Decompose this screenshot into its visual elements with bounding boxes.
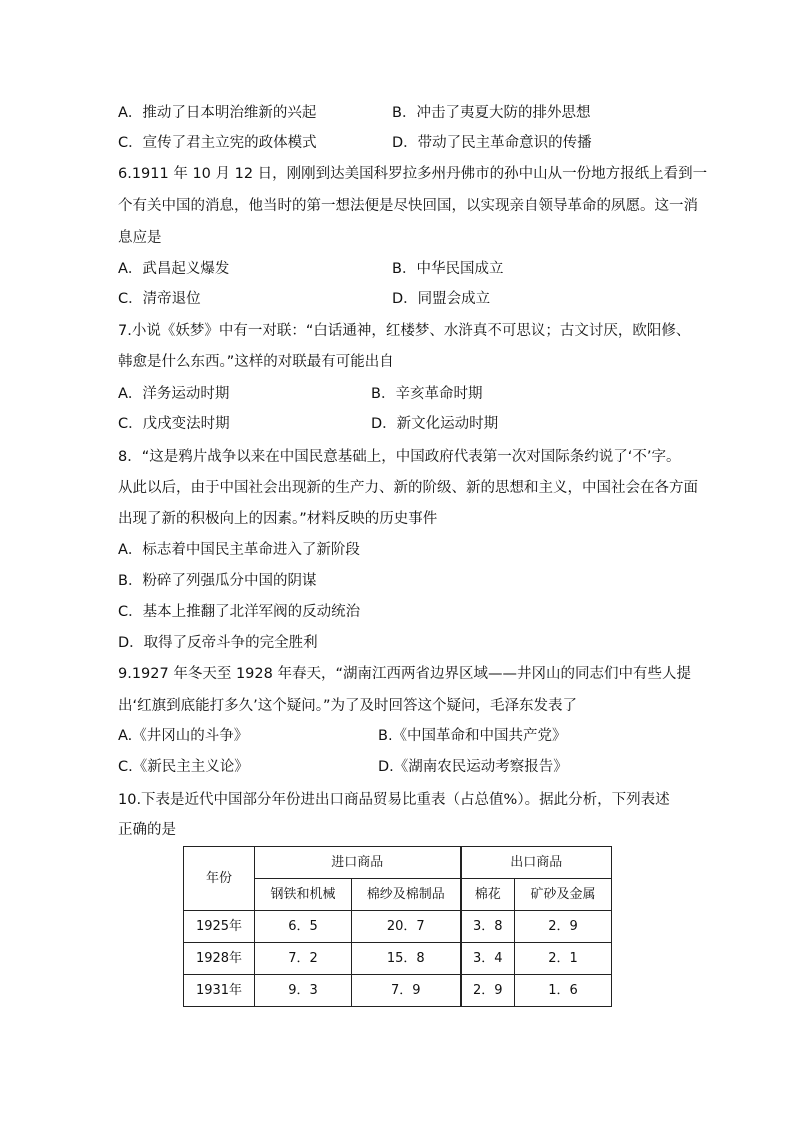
row-year: 1931年 [184, 975, 255, 1007]
cell-value: 2．1 [515, 943, 612, 975]
cell-value: 9．3 [255, 975, 352, 1007]
q5-option-b: B．冲击了夷夏大防的排外思想 [392, 105, 591, 121]
q6-option-d: D．同盟会成立 [392, 291, 491, 307]
import-header: 进口商品 [255, 847, 461, 879]
q8-option-b: B．粉碎了列强瓜分中国的阴谋 [118, 573, 317, 589]
q6-option-b: B．中华民国成立 [392, 261, 504, 277]
subheader-steel-machinery: 钢铁和机械 [255, 879, 352, 911]
q6-stem-line2: 个有关中国的消息，他当时的第一想法便是尽快回国，以实现亲自领导革命的夙愿。这一消 [118, 198, 698, 214]
q8-stem-line2: 从此以后，由于中国社会出现新的生产力、新的阶级、新的思想和主义，中国社会在各方面 [118, 480, 698, 496]
cell-value: 2．9 [515, 911, 612, 943]
q10-stem-line2: 正确的是 [118, 822, 176, 838]
q6-option-a: A．武昌起义爆发 [118, 261, 230, 277]
q9-option-b: B.《中国革命和中国共产党》 [378, 728, 567, 744]
q7-option-b: B．辛亥革命时期 [371, 386, 483, 402]
q8-option-d: D．取得了反帝斗争的完全胜利 [118, 635, 318, 651]
table-row [184, 911, 612, 943]
cell-value: 2．9 [461, 975, 515, 1007]
cell-value: 3．8 [461, 911, 515, 943]
subheader-ore-metals: 矿砂及金属 [515, 879, 612, 911]
q5-option-d: D．带动了民主革命意识的传播 [392, 135, 592, 151]
cell-value: 1．6 [515, 975, 612, 1007]
cell-value: 7．2 [255, 943, 352, 975]
trade-ratio-table [183, 846, 612, 1007]
q8-option-c: C．基本上推翻了北洋军阀的反动统治 [118, 604, 361, 620]
q8-stem-line3: 出现了新的积极向上的因素。”材料反映的历史事件 [118, 511, 438, 527]
export-header: 出口商品 [461, 847, 612, 879]
q6-stem-line3: 息应是 [118, 230, 162, 246]
q9-option-a: A.《井冈山的斗争》 [118, 728, 249, 744]
q7-stem-line1: 7.小说《妖梦》中有一对联：“白话通神，红楼梦、水浒真不可思议；古文讨厌，欧阳修、 [118, 323, 691, 339]
q7-option-a: A．洋务运动时期 [118, 386, 230, 402]
cell-value: 7．9 [352, 975, 461, 1007]
table-header-row [184, 847, 612, 879]
q10-stem-line1: 10.下表是近代中国部分年份进出口商品贸易比重表（占总值%）。据此分析，下列表述 [118, 792, 670, 808]
table-row [184, 943, 612, 975]
cell-value: 6．5 [255, 911, 352, 943]
q9-option-d: D.《湖南农民运动考察报告》 [378, 759, 568, 775]
q9-option-c: C.《新民主主义论》 [118, 759, 249, 775]
subheader-cotton: 棉花 [461, 879, 515, 911]
cell-value: 3．4 [461, 943, 515, 975]
q7-option-c: C．戊戌变法时期 [118, 416, 230, 432]
cell-value: 15．8 [352, 943, 461, 975]
q9-stem-line1: 9.1927 年冬天至 1928 年春天，“湖南江西两省边界区域——井冈山的同志们中有些人提 [118, 666, 691, 682]
row-year: 1928年 [184, 943, 255, 975]
q5-option-a: A．推动了日本明治维新的兴起 [118, 105, 317, 121]
table-row [184, 975, 612, 1007]
year-header: 年份 [184, 847, 255, 911]
row-year: 1925年 [184, 911, 255, 943]
q8-stem-line1: 8．“这是鸦片战争以来在中国民意基础上，中国政府代表第一次对国际条约说了‘不’字。 [118, 449, 681, 465]
q7-option-d: D．新文化运动时期 [371, 416, 499, 432]
q5-option-c: C．宣传了君主立宪的政体模式 [118, 135, 317, 151]
subheader-cotton-yarn-goods: 棉纱及棉制品 [352, 879, 461, 911]
q8-option-a: A．标志着中国民主革命进入了新阶段 [118, 542, 360, 558]
q6-option-c: C．清帝退位 [118, 291, 201, 307]
q6-stem-line1: 6.1911 年 10 月 12 日，刚刚到达美国科罗拉多州丹佛市的孙中山从一份地方报纸上看到一 [118, 166, 708, 182]
q7-stem-line2: 韩愈是什么东西。”这样的对联最有可能出自 [118, 354, 394, 370]
q9-stem-line2: 出‘红旗到底能打多久’这个疑问。”为了及时回答这个疑问，毛泽东发表了 [118, 698, 577, 714]
cell-value: 20．7 [352, 911, 461, 943]
